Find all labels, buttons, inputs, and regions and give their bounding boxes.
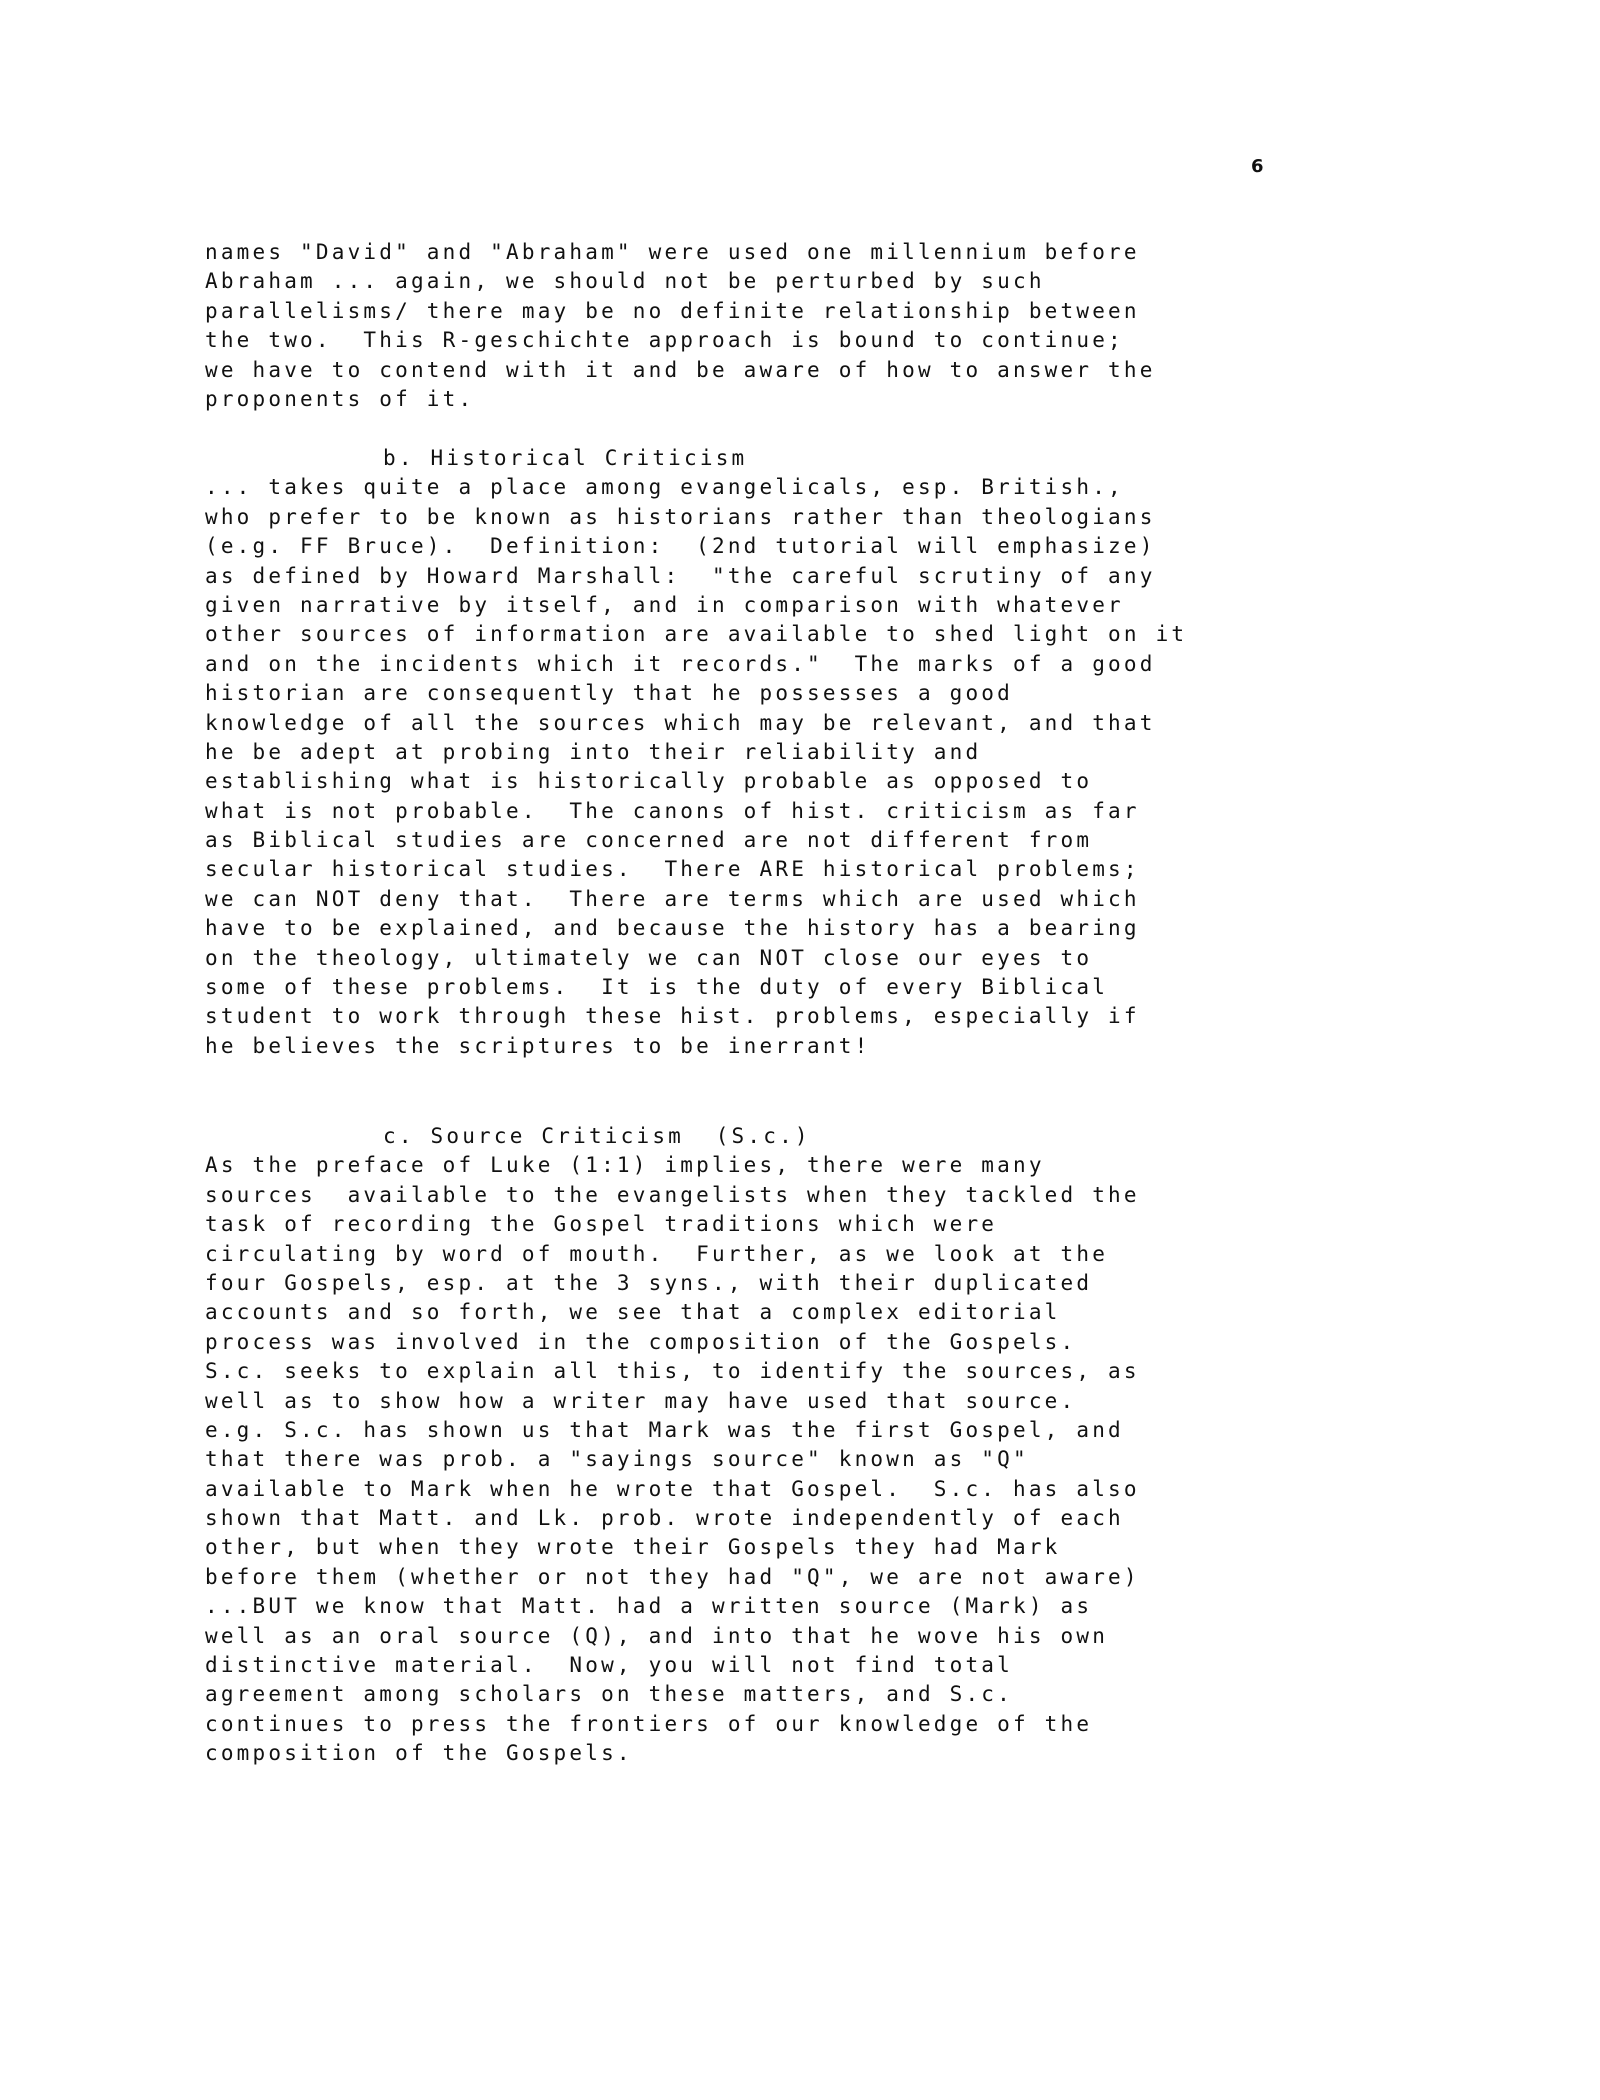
section-heading: c. Source Criticism (S.c.) <box>383 1124 811 1148</box>
text-line: that there was prob. a "sayings source" known as "Q" <box>205 1447 1029 1472</box>
text-line: other sources of information are available to shed light on it <box>205 622 1188 647</box>
text-line: he believes the scriptures to be inerrant! <box>205 1033 871 1058</box>
text-line: well as an oral source (Q), and into that he wove his own <box>205 1623 1109 1648</box>
text-line: what is not probable. The canons of hist. criticism as far <box>205 798 1140 823</box>
text-line: other, but when they wrote their Gospels they had Mark <box>205 1535 1061 1560</box>
text-line: knowledge of all the sources which may be relevant, and that <box>205 710 1156 735</box>
text-line: on the theology, ultimately we can NOT close our eyes to <box>205 945 1093 970</box>
text-line: well as to show how a writer may have used that source. <box>205 1388 1077 1413</box>
intro-paragraph <box>205 238 1355 414</box>
section-heading: b. Historical Criticism <box>383 446 748 470</box>
text-line: given narrative by itself, and in comparison with whatever <box>205 592 1124 617</box>
text-line: parallelisms/ there may be no definite relationship between <box>205 298 1140 323</box>
text-line: proponents of it. <box>205 386 475 411</box>
text-line: continues to press the frontiers of our knowledge of the <box>205 1711 1093 1736</box>
section-historical-criticism <box>205 444 1355 1061</box>
text-line: he be adept at probing into their reliability and <box>205 739 982 764</box>
section-source-criticism <box>205 1122 1355 1769</box>
text-line: some of these problems. It is the duty of every Biblical <box>205 975 1109 1000</box>
text-line: as Biblical studies are concerned are not different from <box>205 828 1093 853</box>
text-line: as defined by Howard Marshall: "the careful scrutiny of any <box>205 563 1156 588</box>
text-line: the two. This R-geschichte approach is bound to continue; <box>205 328 1124 353</box>
text-line: e.g. S.c. has shown us that Mark was the first Gospel, and <box>205 1417 1124 1442</box>
text-line: we can NOT deny that. There are terms which are used which <box>205 886 1140 911</box>
text-line: composition of the Gospels. <box>205 1741 633 1766</box>
text-line: available to Mark when he wrote that Gospel. S.c. has also <box>205 1476 1140 1501</box>
text-line: distinctive material. Now, you will not find total <box>205 1653 1013 1678</box>
text-line: S.c. seeks to explain all this, to identify the sources, as <box>205 1359 1140 1384</box>
text-line: names "David" and "Abraham" were used one millennium before <box>205 240 1140 264</box>
text-line: sources available to the evangelists when they tackled the <box>205 1182 1140 1207</box>
text-line: Abraham ... again, we should not be perturbed by such <box>205 269 1045 294</box>
text-line: As the preface of Luke (1:1) implies, there were many <box>205 1153 1045 1178</box>
text-line: shown that Matt. and Lk. prob. wrote independently of each <box>205 1506 1124 1531</box>
text-line: secular historical studies. There ARE historical problems; <box>205 857 1140 882</box>
text-line: establishing what is historically probable as opposed to <box>205 769 1093 794</box>
text-line: we have to contend with it and be aware of how to answer the <box>205 357 1156 382</box>
text-line: accounts and so forth, we see that a complex editorial <box>205 1300 1061 1325</box>
text-line: student to work through these hist. problems, especially if <box>205 1004 1140 1029</box>
text-line: task of recording the Gospel traditions which were <box>205 1212 998 1237</box>
text-line: who prefer to be known as historians rather than theologians <box>205 504 1156 529</box>
text-line: (e.g. FF Bruce). Definition: (2nd tutorial will emphasize) <box>205 534 1156 559</box>
text-line: ...BUT we know that Matt. had a written source (Mark) as <box>205 1594 1093 1619</box>
text-line: historian are consequently that he possesses a good <box>205 681 1013 706</box>
text-line: process was involved in the composition of the Gospels. <box>205 1329 1077 1354</box>
text-line: ... takes quite a place among evangelicals, esp. British., <box>205 475 1124 500</box>
page-number: 6 <box>1251 156 1264 177</box>
text-line: four Gospels, esp. at the 3 syns., with their duplicated <box>205 1270 1093 1295</box>
text-line: and on the incidents which it records." The marks of a good <box>205 651 1156 676</box>
text-line: circulating by word of mouth. Further, as we look at the <box>205 1241 1109 1266</box>
text-line: before them (whether or not they had "Q", we are not aware) <box>205 1564 1140 1589</box>
text-line: agreement among scholars on these matters, and S.c. <box>205 1682 1013 1707</box>
text-line: have to be explained, and because the history has a bearing <box>205 916 1140 941</box>
